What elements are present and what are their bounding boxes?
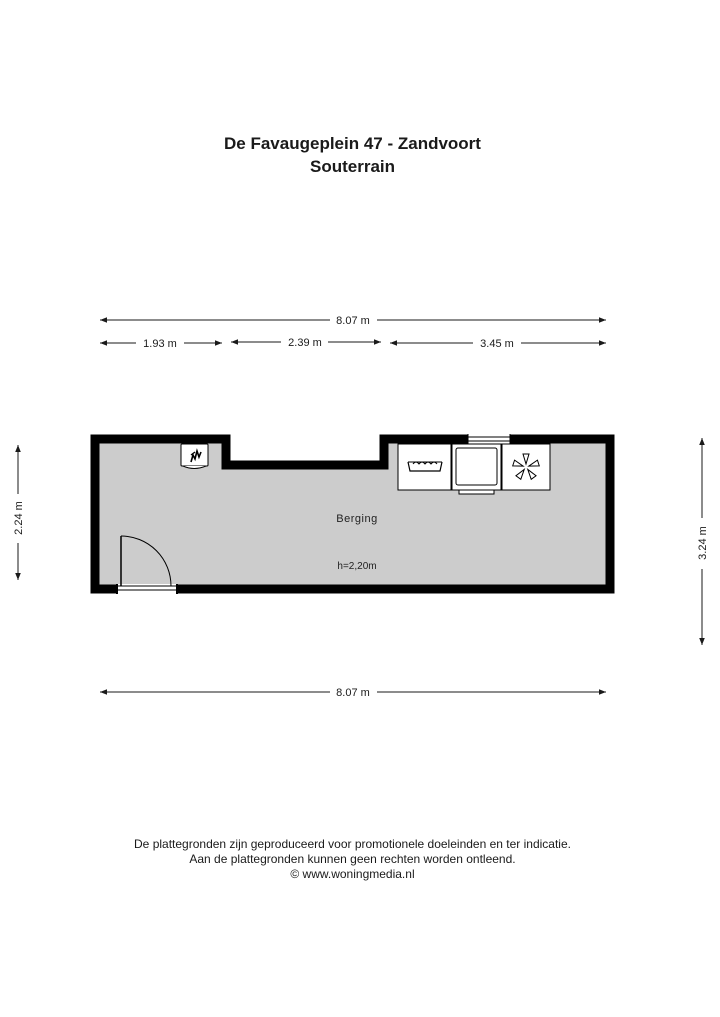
boiler-icon (181, 444, 208, 469)
copyright-line: © www.woningmedia.nl (290, 867, 415, 881)
room-label: Berging (336, 513, 378, 525)
segment-1-label: 1.93 m (143, 338, 177, 350)
ceiling-height-label: h=2,20m (337, 561, 377, 572)
bottom-total-label: 8.07 m (336, 687, 370, 699)
top-segment-dimensions (100, 337, 606, 350)
room-berging (95, 434, 610, 594)
segment-2-label: 2.39 m (288, 337, 322, 349)
plan-title: De Favaugeplein 47 - Zandvoort (224, 134, 481, 153)
top-total-label: 8.07 m (336, 315, 370, 327)
sink-icon (398, 444, 451, 490)
segment-3-label: 3.45 m (480, 338, 514, 350)
floor-name: Souterrain (309, 157, 396, 176)
left-height-label: 2.24 m (13, 501, 25, 535)
disclaimer-line-2: Aan de plattegronden kunnen geen rechten worden ontleend. (189, 852, 516, 866)
dryer-icon (502, 444, 550, 490)
right-height-dimension (697, 438, 709, 645)
disclaimer-line-1: De plattegronden zijn geproduceerd voor promotionele doeleinden en ter indicatie. (134, 837, 571, 851)
window (468, 434, 510, 444)
left-height-dimension (13, 445, 25, 580)
top-total-dimension (100, 315, 606, 327)
washing-machine-icon (452, 444, 501, 494)
right-height-label: 3.24 m (697, 526, 709, 560)
bottom-total-dimension (100, 687, 606, 699)
